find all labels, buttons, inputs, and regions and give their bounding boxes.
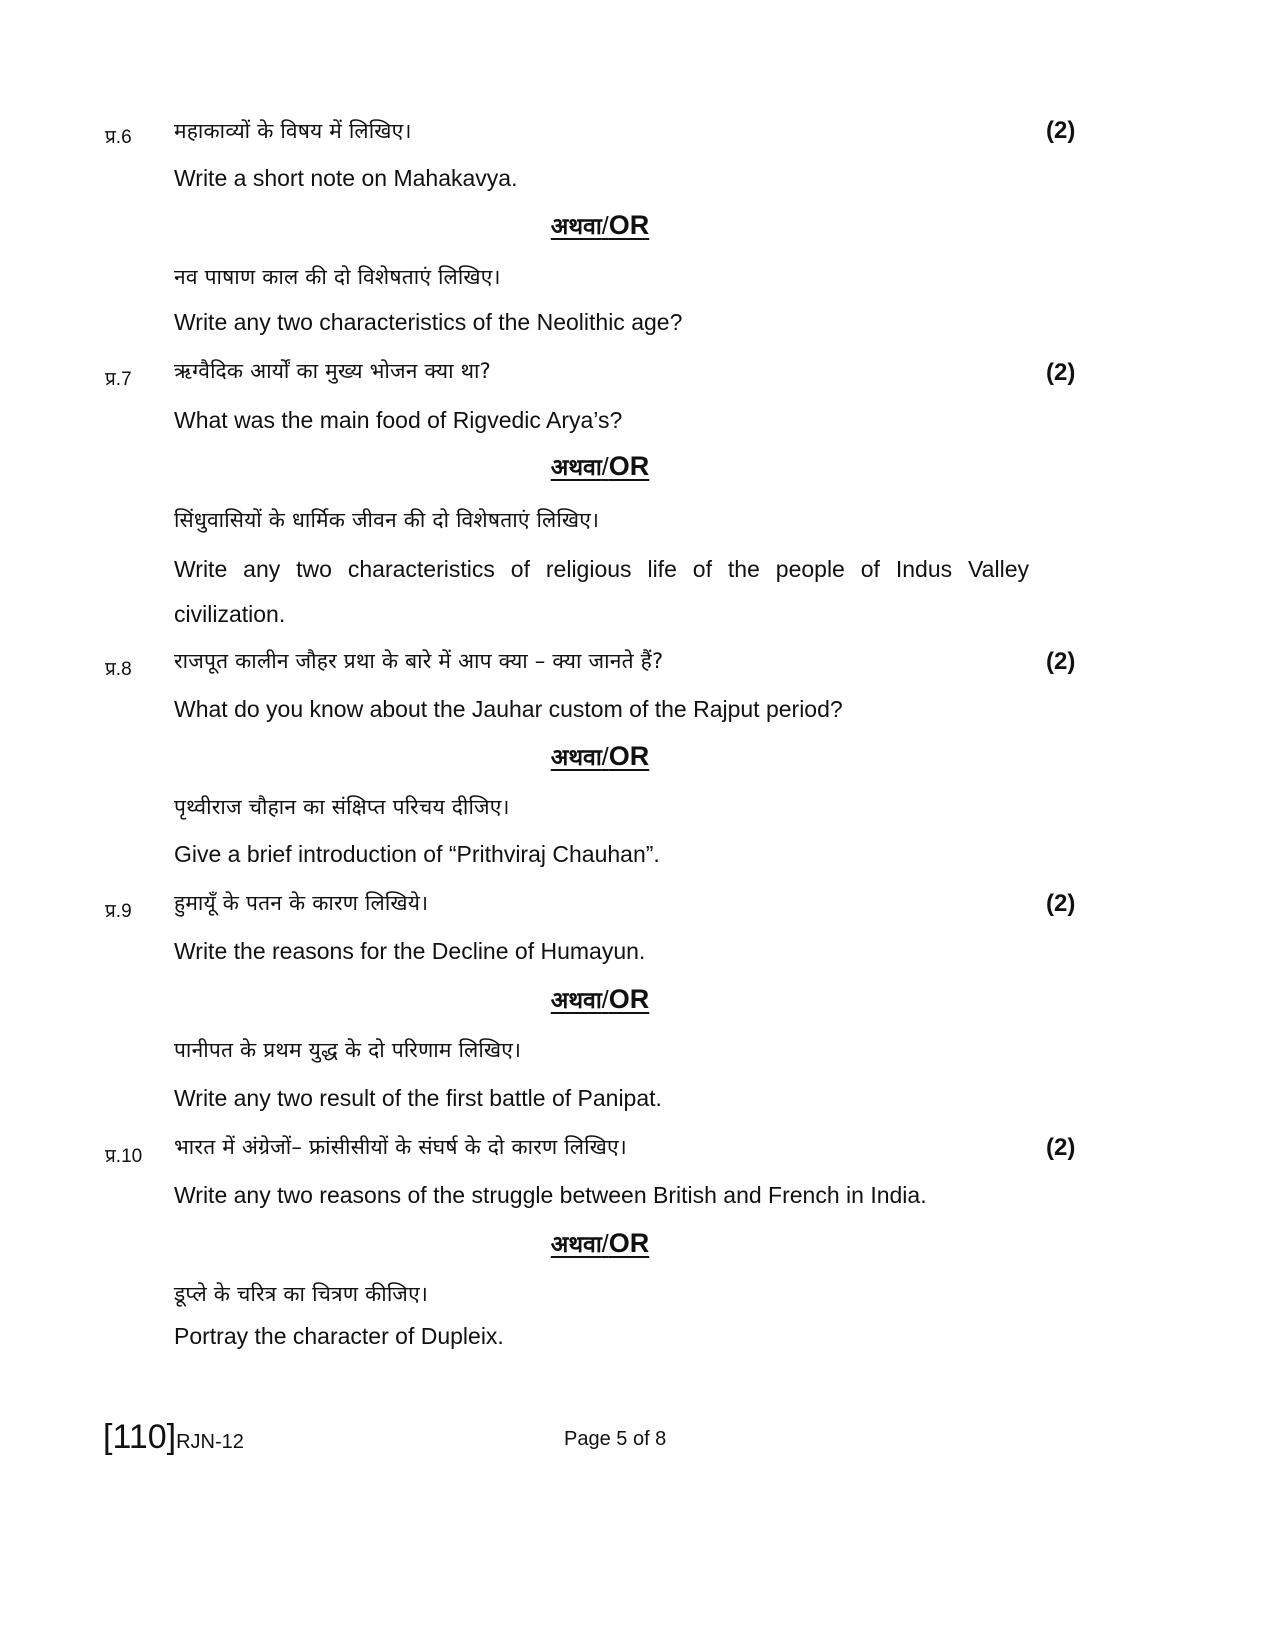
or-slash: / (601, 453, 609, 481)
or-separator (0, 1227, 1200, 1259)
or-hindi: अथवा (550, 988, 602, 1014)
question-text-english: Write a short note on Mahakavya. (174, 165, 518, 191)
or-hindi: अथवा (550, 455, 602, 481)
or-english: OR (608, 451, 650, 481)
or-separator (0, 740, 1200, 772)
paper-code (103, 1418, 244, 1457)
question-marks: (2) (1046, 359, 1076, 386)
question-number: प्र.7 (105, 369, 132, 390)
question-text-hindi: राजपूत कालीन जौहर प्रथा के बारे में आप क्या – क्या जानते हैं? (174, 649, 664, 673)
paper-code-suffix: RJN-12 (176, 1431, 244, 1453)
alternative-question-english: Give a brief introduction of “Prithviraj Chauhan”. (174, 841, 660, 867)
alternative-question-english: Write any two characteristics of religious life of the people of Indus Valley (174, 556, 1029, 582)
alternative-question-hindi: पृथ्वीराज चौहान का संक्षिप्त परिचय दीजिए। (174, 795, 510, 819)
or-slash: / (601, 986, 609, 1014)
or-separator (0, 450, 1200, 482)
page-number: Page 5 of 8 (564, 1428, 667, 1450)
question-number: प्र.9 (105, 901, 132, 922)
or-slash: / (601, 1230, 609, 1258)
or-slash: / (601, 212, 609, 240)
or-hindi: अथवा (550, 745, 602, 771)
question-number: प्र.10 (105, 1146, 143, 1167)
or-english: OR (608, 1228, 650, 1258)
alternative-question-english: Write any two result of the first battle of Panipat. (174, 1085, 662, 1111)
alternative-question-hindi: सिंधुवासियों के धार्मिक जीवन की दो विशेषताएं लिखिए। (174, 508, 600, 532)
question-text-hindi: ऋग्वैदिक आर्यों का मुख्य भोजन क्या था? (174, 359, 492, 383)
question-text-hindi: भारत में अंग्रेजों– फ्रांसीसीयों के संघर्ष के दो कारण लिखिए। (174, 1135, 627, 1159)
alternative-question-english: Portray the character of Dupleix. (174, 1323, 504, 1349)
question-marks: (2) (1046, 1134, 1076, 1161)
paper-code-number: [110] (103, 1418, 177, 1456)
question-text-english: Write any two reasons of the struggle between British and French in India. (174, 1182, 927, 1208)
alternative-question-english-continued: civilization. (174, 601, 286, 627)
question-marks: (2) (1046, 117, 1076, 144)
question-marks: (2) (1046, 890, 1076, 917)
question-text-english: Write the reasons for the Decline of Humayun. (174, 938, 646, 964)
question-text-english: What was the main food of Rigvedic Arya’s? (174, 407, 623, 433)
question-text-hindi: हुमायूँ के पतन के कारण लिखिये। (174, 891, 429, 915)
or-separator (0, 983, 1200, 1015)
question-text-english: What do you know about the Jauhar custom of the Rajput period? (174, 696, 843, 722)
or-hindi: अथवा (550, 1232, 602, 1258)
or-english: OR (608, 210, 650, 240)
or-hindi: अथवा (550, 214, 602, 240)
question-number: प्र.8 (105, 659, 132, 680)
alternative-question-hindi: पानीपत के प्रथम युद्ध के दो परिणाम लिखिए। (174, 1038, 522, 1062)
or-separator (0, 209, 1200, 241)
alternative-question-hindi: नव पाषाण काल की दो विशेषताएं लिखिए। (174, 265, 501, 289)
alternative-question-english: Write any two characteristics of the Neolithic age? (174, 309, 683, 335)
or-english: OR (608, 741, 650, 771)
question-text-hindi: महाकाव्यों के विषय में लिखिए। (174, 119, 412, 143)
or-slash: / (601, 743, 609, 771)
question-marks: (2) (1046, 648, 1076, 675)
question-number: प्र.6 (105, 127, 132, 148)
alternative-question-hindi: डूप्ले के चरित्र का चित्रण कीजिए। (174, 1282, 429, 1306)
or-english: OR (608, 984, 650, 1014)
